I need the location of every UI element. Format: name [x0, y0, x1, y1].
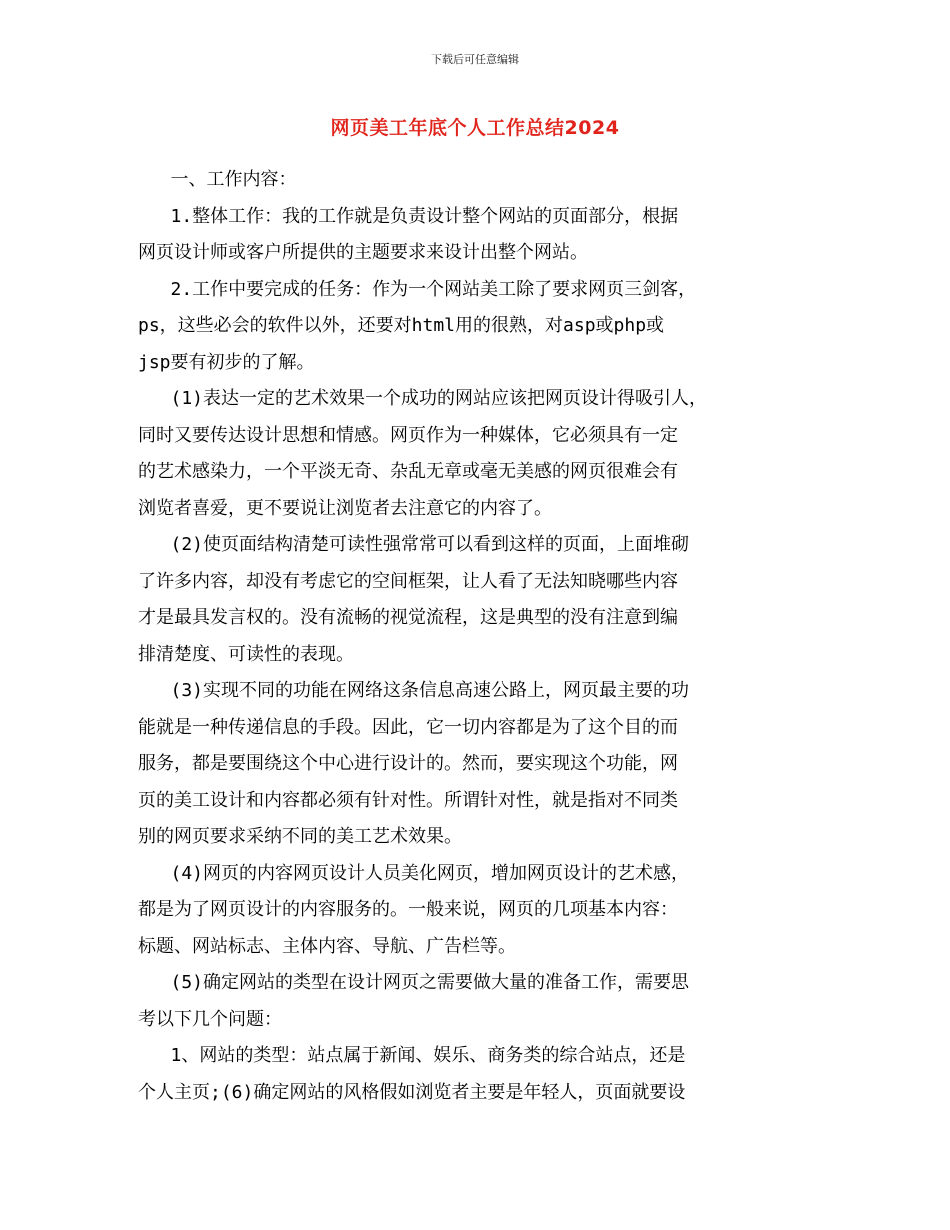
- body-line: ps，这些必会的软件以外，还要对html用的很熟，对asp或php或: [138, 315, 665, 336]
- body-line: 的艺术感染力，一个平淡无奇、杂乱无章或毫无美感的网页很难会有: [138, 461, 678, 482]
- body-line: (3)实现不同的功能在网络这条信息高速公路上，网页最主要的功: [138, 680, 690, 701]
- body-line: 才是最具发言权的。没有流畅的视觉流程，这是典型的没有注意到编: [138, 607, 678, 628]
- body-line: 浏览者喜爱，更不要说让浏览者去注意它的内容了。: [138, 497, 552, 519]
- document-title: 网页美工年底个人工作总结2024: [330, 117, 620, 139]
- body-line: (2)使页面结构清楚可读性强常常可以看到这样的页面，上面堆砌: [138, 534, 690, 555]
- body-line: 能就是一种传递信息的手段。因此，它一切内容都是为了这个目的而: [138, 716, 678, 738]
- body-line: (4)网页的内容网页设计人员美化网页，增加网页设计的艺术感，: [138, 862, 690, 884]
- body-line: 别的网页要求采纳不同的美工艺术效果。: [138, 826, 462, 847]
- page-header-note: 下载后可任意编辑: [431, 53, 519, 66]
- body-line: 同时又要传达设计思想和情感。网页作为一种媒体，它必须具有一定: [138, 424, 678, 446]
- body-line: jsp要有初步的了解。: [138, 351, 315, 373]
- body-line: 页的美工设计和内容都必须有针对性。所谓针对性，就是指对不同类: [138, 789, 678, 811]
- section-heading: 一、工作内容：: [138, 169, 297, 190]
- body-line: 标题、网站标志、主体内容、导航、广告栏等。: [138, 935, 516, 957]
- body-line: 排清楚度、可读性的表现。: [138, 643, 354, 665]
- body-line: 服务，都是要围绕这个中心进行设计的。然而，要实现这个功能，网: [138, 753, 678, 774]
- body-line: 个人主页;(6)确定网站的风格假如浏览者主要是年轻人，页面就要设: [138, 1081, 686, 1103]
- body-line: (5)确定网站的类型在设计网页之需要做大量的准备工作，需要思: [138, 972, 690, 993]
- body-line: 1、网站的类型：站点属于新闻、娱乐、商务类的综合站点，还是: [138, 1045, 686, 1066]
- body-line: 考以下几个问题：: [138, 1008, 282, 1030]
- document-body: [138, 162, 818, 1111]
- body-line: 网页设计师或客户所提供的主题要求来设计出整个网站。: [138, 242, 588, 263]
- body-line: 都是为了网页设计的内容服务的。一般来说，网页的几项基本内容：: [138, 899, 678, 920]
- body-line: 1.整体工作：我的工作就是负责设计整个网站的页面部分，根据: [138, 205, 679, 227]
- body-line: 2.工作中要完成的任务：作为一个网站美工除了要求网页三剑客，: [138, 278, 697, 300]
- body-line: (1)表达一定的艺术效果一个成功的网站应该把网页设计得吸引人，: [138, 388, 708, 409]
- body-line: 了许多内容，却没有考虑它的空间框架，让人看了无法知晓哪些内容: [138, 570, 678, 592]
